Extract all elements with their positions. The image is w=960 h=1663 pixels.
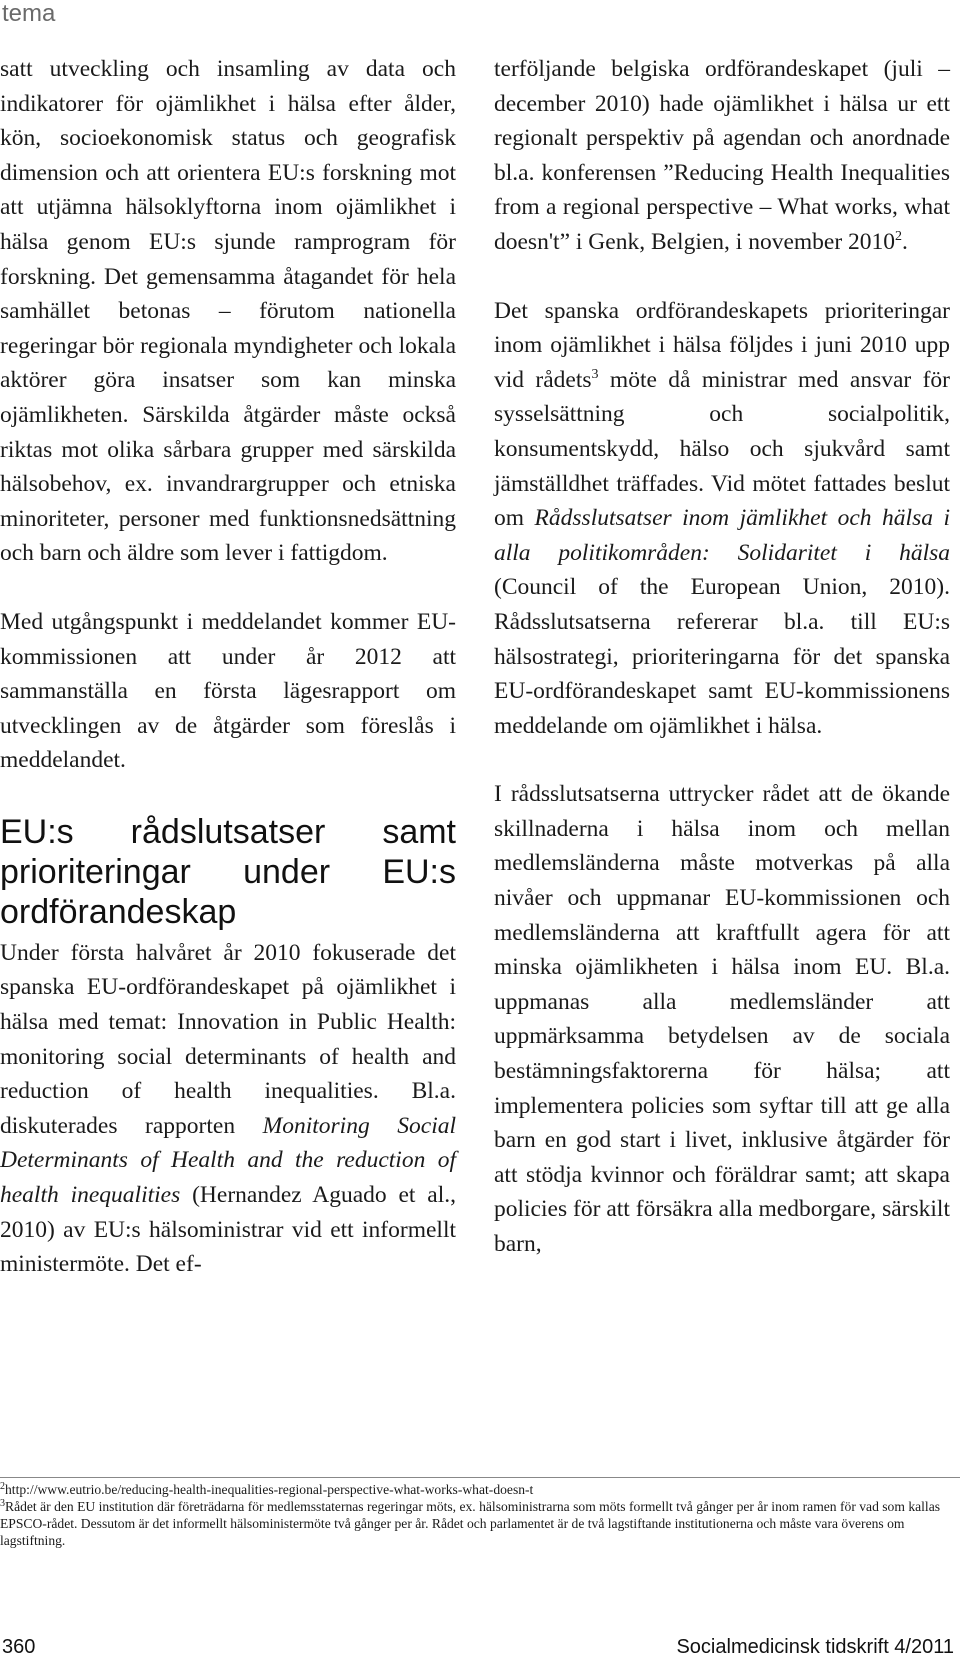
section-tag: tema: [2, 0, 56, 27]
left-paragraph-2: Med utgångspunkt i meddelandet kommer EU-kommissionen att under år 2012 att sammanställa en första lägesrapport om utvecklingen av de åtgärder som föreslås i meddelandet.: [0, 608, 456, 774]
footnote-2: [0, 1481, 960, 1498]
left-paragraph-3-text-a: Under första halvåret år 2010 fokuserade det spanska EU-ordförandeskapet på ojämlikhet i hälsa med temat: Innovation in Public Health: monitoring social determinants of health and reduction of health inequalities. Bl.a. diskuterades rapporten: [0, 939, 456, 1139]
right-paragraph-2-text-a: Det spanska ordförandeskapets prioriteringar inom ojämlikhet i hälsa följdes i juni 2010 upp vid rådets: [494, 297, 950, 393]
footnote-3-text: Rådet är den EU institution där företrädarna för medlemsstaternas regeringar möts, ex. hälsoministrarna som möts formellt två gånger per år inom ramen för vad som kallas EPSCO-rådet. Dessutom är det informellt hälsoministermöte två gånger per år. Rådet och parlamentet är de två lagstiftande institutionerna och måste vara överens om lagstiftning.: [0, 1499, 941, 1548]
footnote-ref-3: 3: [591, 366, 599, 382]
right-paragraph-2-text-b: möte då ministrar med ansvar för sysselsättning och socialpolitik, konsumentskydd, hälso och sjukvård samt jämställdhet träffades. Vid mötet fattades beslut om: [494, 366, 950, 532]
right-column: [494, 52, 950, 1262]
footnote-ref-2: 2: [895, 228, 903, 244]
footnote-2-link[interactable]: http://www.eutrio.be/reducing-health-inequalities-regional-perspective-what-works-what-doesn-t: [5, 1482, 534, 1497]
footnote-2-number: 2: [0, 1481, 5, 1492]
section-heading: EU:s rådslutsatser samt prioriteringar under EU:s ordförandeskap: [0, 812, 456, 931]
footnotes: [0, 1481, 960, 1549]
left-paragraph-3-text-b: (Hernandez Aguado et al., 2010) av EU:s hälsoministrar vid ett informellt ministermöte. Det ef-: [0, 1182, 457, 1278]
right-paragraph-2-text-c: (Council of the European Union, 2010). Rådsslutsatserna refererar bl.a. till EU:s hälsostrategi, prioriteringarna för det spanska EU-ordförandeskapet samt EU-kommissionens meddelande om ojämlikhet i hälsa.: [494, 574, 950, 739]
report-title-italic: Monitoring Social Determinants of Health and the reduction of health inequalities: [0, 1112, 456, 1209]
council-conclusions-title-italic: Rådsslutsatser inom jämlikhet och hälsa i alla politikområden: Solidaritet i hälsa: [494, 505, 951, 566]
right-paragraph-1-text-b: .: [902, 228, 908, 255]
right-paragraph-1: [494, 52, 950, 260]
footnote-divider: [0, 1477, 960, 1478]
left-column: [0, 52, 456, 1282]
right-paragraph-2: [494, 294, 950, 744]
right-paragraph-3: I rådsslutsatserna uttrycker rådet att de ökande skillnaderna i hälsa inom och mellan medlemsländerna måste motverkas på alla nivåer och uppmanar EU-kommissionen och medlemsländerna att kraftfullt agera för att minska ojämlikheten i hälsa inom EU. Bl.a. uppmanas alla medlemsländer att uppmärksamma betydelsen av de sociala bestämningsfaktorerna för hälsa; att implementera policies som syftar till att ge alla barn en god start i livet, inklusive åtgärder för att stödja kvinnor och föräldrar samt; att skapa policies för att försäkra alla medborgare, särskilt barn,: [494, 781, 950, 1257]
footnote-3-number: 3: [0, 1498, 5, 1509]
journal-title: Socialmedicinsk tidskrift 4/2011: [676, 1636, 954, 1658]
page-number: 360: [2, 1636, 36, 1658]
left-paragraph-3: [0, 936, 456, 1282]
right-paragraph-1-text-a: terföljande belgiska ordförandeskapet (juli – december 2010) hade ojämlikhet i hälsa ur ett regionalt perspektiv på agendan och anordnade bl.a. konferensen ”Reducing Health Inequalities from a regional perspective – What works, what doesn't” i Genk, Belgien, i november 2010: [494, 56, 950, 255]
footnote-3: [0, 1498, 960, 1549]
left-paragraph-1: satt utveckling och insamling av data och indikatorer för ojämlikhet i hälsa efter ålder, kön, socioekonomisk status och geografisk dimension och att orientera EU:s forskning mot att utjämna hälsoklyftorna inom ojämlikhet i hälsa genom EU:s sjunde ramprogram för forskning. Det gemensamma åtagandet för hela samhället betonas – förutom nationella regeringar bör regionala myndigheter och lokala aktörer göra insatser som kan minska ojämlikheten. Särskilda åtgärder måste också riktas mot olika sårbara grupper med särskilda hälsobehov, ex. invandrargrupper och etniska minoriteter, personer med funktionsnedsättning och barn och äldre som lever i fattigdom.: [0, 56, 456, 567]
